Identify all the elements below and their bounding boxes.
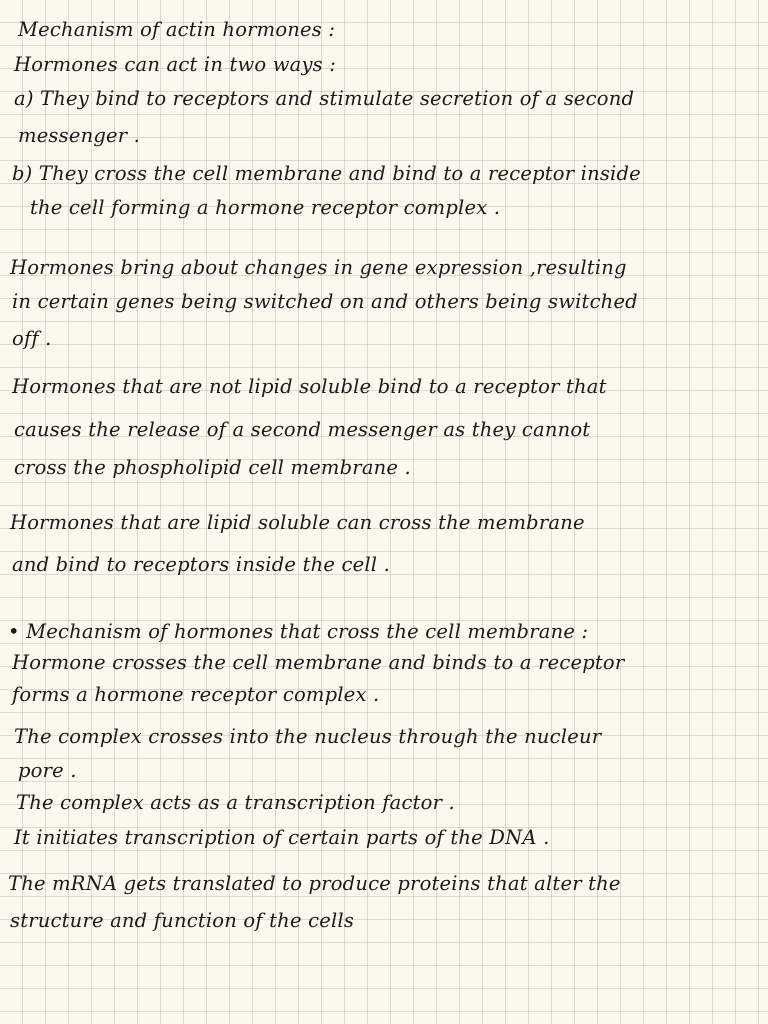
way-b-line-2: the cell forming a hormone receptor complex .: [30, 196, 501, 219]
paragraph-3-line-2: and bind to receptors inside the cell .: [12, 553, 391, 576]
step-4-line: It initiates transcription of certain parts of the DNA .: [14, 826, 550, 849]
step-1-line-1: Hormone crosses the cell membrane and binds to a receptor: [12, 651, 625, 674]
paragraph-3-line-1: Hormones that are lipid soluble can cross the membrane: [10, 511, 585, 534]
paragraph-1-line-3: off .: [12, 327, 52, 350]
bullet-heading: • Mechanism of hormones that cross the cell membrane :: [8, 620, 589, 643]
paragraph-2-line-3: cross the phospholipid cell membrane .: [14, 456, 411, 479]
way-a-line-1: a) They bind to receptors and stimulate secretion of a second: [14, 87, 635, 110]
paragraph-1-line-2: in certain genes being switched on and others being switched: [12, 290, 638, 313]
page-title: Mechanism of actin hormones :: [18, 18, 336, 41]
paragraph-1-line-1: Hormones bring about changes in gene expression ,resulting: [10, 256, 627, 279]
way-b-line-1: b) They cross the cell membrane and bind to a receptor inside: [12, 162, 641, 185]
step-3-line: The complex acts as a transcription factor .: [16, 791, 455, 814]
step-5-line-1: The mRNA gets translated to produce proteins that alter the: [8, 872, 621, 895]
step-2-line-1: The complex crosses into the nucleus through the nucleur: [14, 725, 602, 748]
way-a-line-2: messenger .: [18, 124, 141, 147]
paragraph-2-line-2: causes the release of a second messenger as they cannot: [14, 418, 591, 441]
step-5-line-2: structure and function of the cells: [10, 909, 355, 932]
intro-line: Hormones can act in two ways :: [14, 53, 337, 76]
paragraph-2-line-1: Hormones that are not lipid soluble bind to a receptor that: [12, 375, 607, 398]
step-2-line-2: pore .: [18, 759, 77, 782]
step-1-line-2: forms a hormone receptor complex .: [12, 683, 380, 706]
